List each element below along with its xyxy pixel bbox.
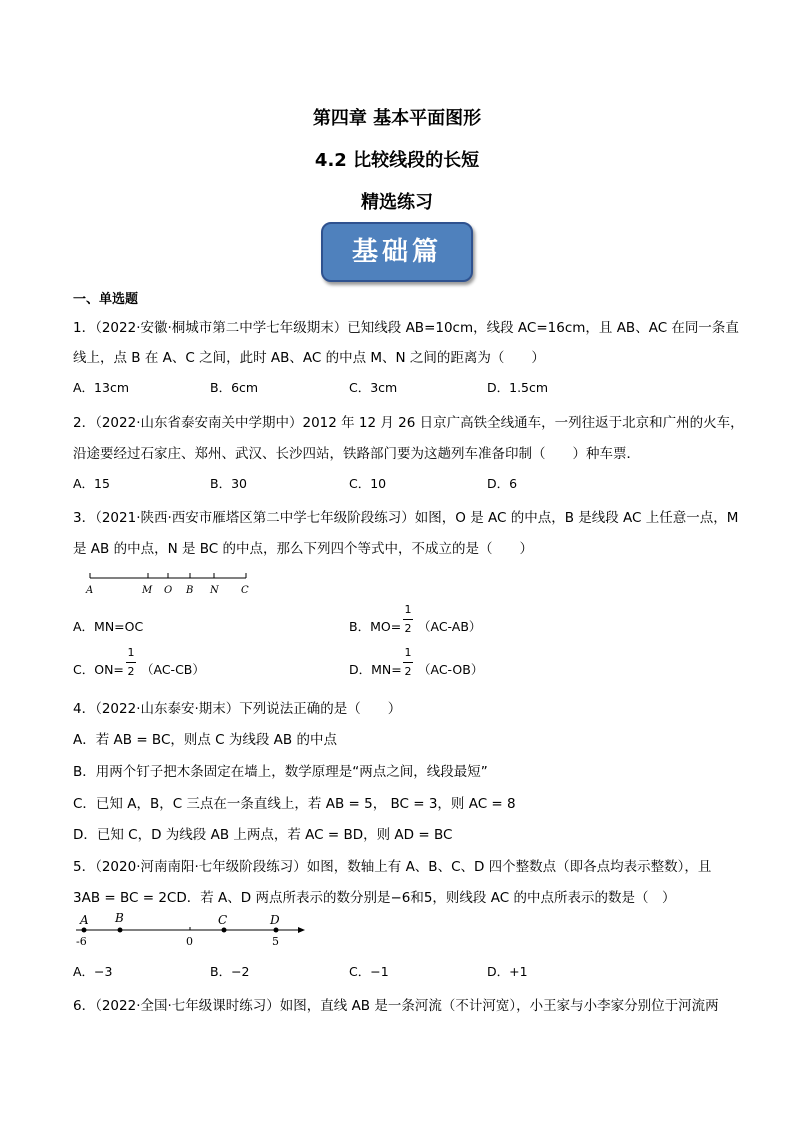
q3-option-a: A．MN=OC bbox=[73, 619, 144, 634]
label-m: M bbox=[142, 585, 153, 596]
q4-line1: 4．（2022·山东泰安·期末）下列说法正确的是（ ） bbox=[73, 701, 402, 717]
point-c bbox=[222, 928, 227, 933]
q1-option-c: C．3cm bbox=[349, 380, 398, 395]
tick-label-0: 0 bbox=[186, 935, 193, 948]
q4-option-b: B．用两个钉子把木条固定在墙上，数学原理是“两点之间，线段最短” bbox=[73, 764, 488, 780]
q2-line1: 2．（2022·山东省泰安南关中学期中）2012 年 12 月 26 日京广高铁全线通车，一列往返于北京和广州的火车， bbox=[73, 415, 744, 431]
q3-option-b-denominator: 2 bbox=[404, 622, 412, 635]
label-c: C bbox=[218, 913, 228, 927]
q2-option-c: C．10 bbox=[349, 476, 387, 491]
q3-option-d-suffix: （AC-OB） bbox=[418, 662, 484, 677]
label-b: B bbox=[186, 585, 194, 596]
q3-option-d-numerator: 1 bbox=[404, 646, 412, 659]
q1-line2: 线上，点 B 在 A、C 之间，此时 AB、AC 的中点 M、N 之间的距离为（ ） bbox=[73, 350, 545, 366]
q2-option-d: D．6 bbox=[487, 476, 518, 491]
point-d bbox=[274, 928, 279, 933]
q1-option-a: A．13cm bbox=[73, 380, 130, 395]
q3-segment-figure bbox=[80, 568, 260, 600]
q2-option-b: B．30 bbox=[210, 476, 247, 491]
q3-option-c-prefix: C．ON= bbox=[73, 662, 124, 677]
q3-option-c-numerator: 1 bbox=[127, 646, 135, 659]
arrow-icon bbox=[298, 927, 305, 933]
q3-option-b-prefix: B．MO= bbox=[349, 619, 402, 634]
q3-option-d-fraction-bar bbox=[403, 662, 413, 663]
chapter-title: 第四章 基本平面图形 bbox=[312, 108, 482, 129]
q3-line2: 是 AB 的中点，N 是 BC 的中点，那么下列四个等式中，不成立的是（ ） bbox=[73, 541, 534, 557]
q3-option-b-suffix: （AC-AB） bbox=[418, 619, 482, 634]
q2-option-a: A．15 bbox=[73, 476, 110, 491]
tick-label-neg6: -6 bbox=[76, 935, 87, 948]
q3-option-b-fraction-bar bbox=[403, 619, 413, 620]
section-label: 一、单选题 bbox=[73, 292, 139, 307]
q4-option-d: D．已知 C，D 为线段 AB 上两点，若 AC = BD，则 AD = BC bbox=[73, 827, 453, 843]
q3-option-d-denominator: 2 bbox=[404, 665, 412, 678]
q5-option-d: D．+1 bbox=[487, 964, 528, 979]
label-c: C bbox=[241, 585, 249, 596]
point-a bbox=[82, 928, 87, 933]
q3-option-c-suffix: （AC-CB） bbox=[141, 662, 205, 677]
q3-option-c-fraction-bar bbox=[126, 662, 136, 663]
point-b bbox=[118, 928, 123, 933]
q3-option-c-denominator: 2 bbox=[127, 665, 135, 678]
label-d: D bbox=[270, 913, 280, 927]
level-badge: 基础篇 bbox=[321, 222, 473, 282]
q3-option-b-numerator: 1 bbox=[404, 603, 412, 616]
label-a: A bbox=[80, 913, 89, 927]
q5-line2: 3AB = BC = 2CD．若 A、D 两点所表示的数分别是−6和5，则线段 AC 的中点所表示的数是（ ） bbox=[73, 890, 676, 906]
label-n: N bbox=[210, 585, 219, 596]
q4-option-c: C．已知 A，B，C 三点在一条直线上，若 AB = 5， BC = 3，则 AC = 8 bbox=[73, 796, 516, 812]
q1-line1: 1．（2022·安徽·桐城市第二中学七年级期末）已知线段 AB=10cm，线段 AC=16cm，且 AB、AC 在同一条直 bbox=[73, 320, 739, 336]
label-b: B bbox=[115, 911, 124, 925]
label-a: A bbox=[86, 585, 94, 596]
q4-option-a: A．若 AB = BC，则点 C 为线段 AB 的中点 bbox=[73, 732, 337, 748]
q5-option-b: B．−2 bbox=[210, 964, 250, 979]
q1-option-b: B．6cm bbox=[210, 380, 259, 395]
tick-label-5: 5 bbox=[272, 935, 279, 948]
q2-line2: 沿途要经过石家庄、郑州、武汉、长沙四站，铁路部门要为这趟列车准备印制（ ）种车票． bbox=[73, 446, 640, 462]
label-o: O bbox=[164, 585, 173, 596]
q5-option-c: C．−1 bbox=[349, 964, 389, 979]
q5-option-a: A．−3 bbox=[73, 964, 113, 979]
q5-line1: 5．（2020·河南南阳·七年级阶段练习）如图，数轴上有 A、B、C、D 四个整数点（即各点均表示整数），且 bbox=[73, 859, 712, 875]
subtitle: 精选练习 bbox=[361, 192, 433, 213]
q5-number-line-figure bbox=[68, 908, 308, 950]
q6-line1: 6．（2022·全国·七年级课时练习）如图，直线 AB 是一条河流（不计河宽），小王家与小李家分别位于河流两 bbox=[73, 998, 719, 1014]
q3-line1: 3．（2021·陕西·西安市雁塔区第二中学七年级阶段练习）如图，O 是 AC 的中点，B 是线段 AC 上任意一点，M bbox=[73, 510, 739, 526]
section-title: 4.2 比较线段的长短 bbox=[314, 150, 480, 171]
q1-option-d: D．1.5cm bbox=[487, 380, 549, 395]
q3-option-d-prefix: D．MN= bbox=[349, 662, 402, 677]
